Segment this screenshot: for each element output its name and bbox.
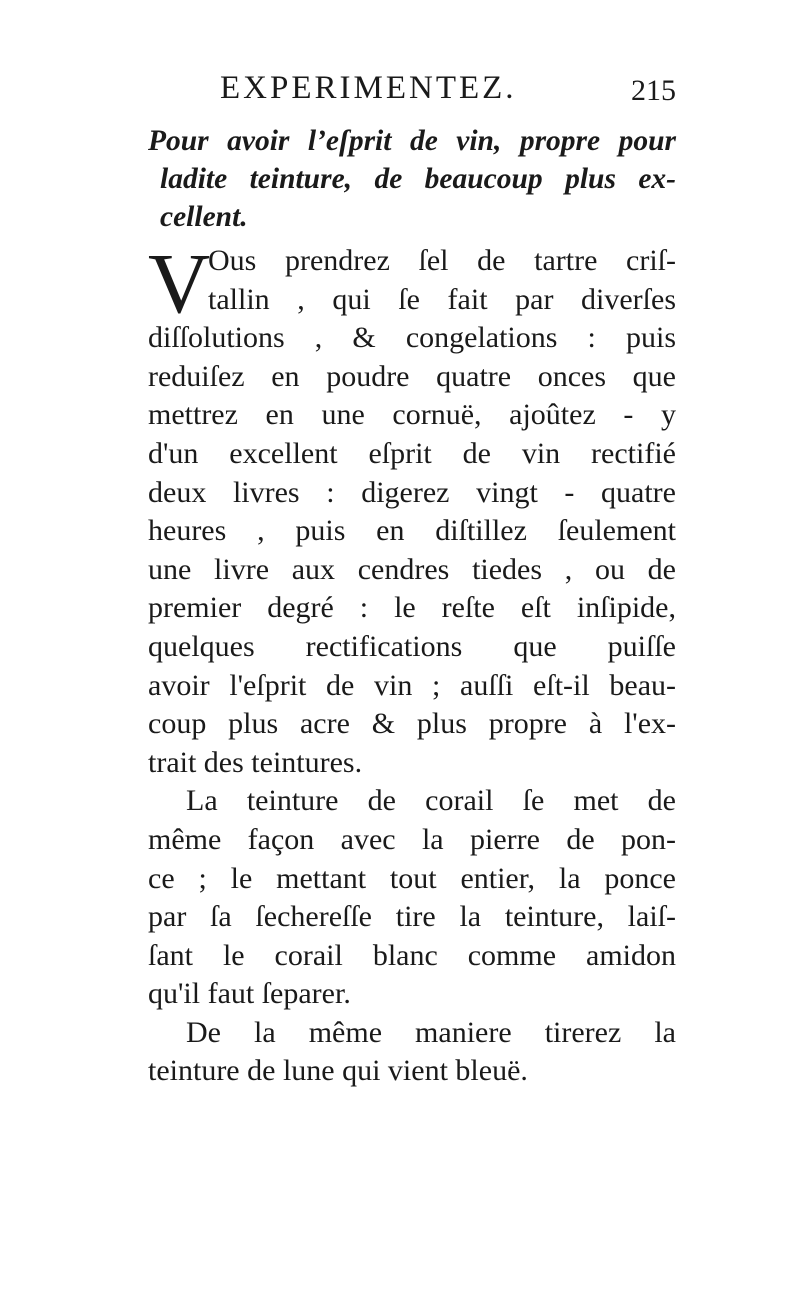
text-line: même façon avec la pierre de pon-: [148, 822, 676, 856]
text-line: quelques rectifications que puiſſe: [148, 629, 676, 663]
text-line: Ous prendrez ſel de tartre criſ-: [208, 244, 676, 277]
body-text: [148, 235, 676, 1091]
text-line: diſſolutions , & congelations : puis: [148, 321, 676, 355]
text-line: reduiſez en poudre quatre onces que: [148, 359, 676, 393]
text-line: par ſa ſechereſſe tire la teinture, laiſ-: [148, 900, 676, 934]
text-line: d'un excellent eſprit de vin rectifié: [148, 436, 676, 470]
text-line: heures , puis en diſtillez ſeulement: [148, 514, 676, 548]
text-line: avoir l'eſprit de vin ; auſſi eſt-il beau-: [148, 668, 676, 702]
text-line: La teinture de corail ſe met de: [186, 784, 676, 818]
text-line: trait des teintures.: [148, 745, 363, 779]
text-line: une livre aux cendres tiedes , ou de: [148, 552, 676, 586]
running-head: [148, 70, 676, 122]
text-line: teinture de lune qui vient bleuë.: [148, 1054, 528, 1088]
paragraph-2: [148, 782, 676, 1014]
paragraph-3: [148, 1014, 676, 1091]
heading-line: ladite teinture, de beaucoup plus ex-: [160, 163, 676, 195]
running-title: EXPERIMENTEZ.: [220, 70, 517, 106]
drop-cap: V: [148, 235, 211, 331]
paragraph-1: [148, 235, 676, 782]
text-line: De la même maniere tirerez la: [186, 1015, 676, 1049]
page-number: 215: [631, 74, 676, 107]
text-line: qu'il faut ſeparer.: [148, 977, 351, 1011]
text-line: ce ; le mettant tout entier, la ponce: [148, 861, 676, 895]
heading-line: Pour avoir l’eſprit de vin, propre pour: [148, 125, 676, 157]
section-heading: [148, 122, 676, 236]
text-line: tallin , qui ſe fait par diverſes: [208, 282, 676, 316]
book-page: [148, 70, 676, 1091]
text-line: coup plus acre & plus propre à l'ex-: [148, 707, 676, 741]
text-line: ſant le corail blanc comme amidon: [148, 938, 676, 972]
heading-line: cellent.: [160, 201, 248, 233]
text-line: mettrez en une cornuë, ajoûtez - y: [148, 398, 676, 432]
text-line: premier degré : le reſte eſt inſipide,: [148, 591, 676, 625]
text-line: deux livres : digerez vingt - quatre: [148, 475, 676, 509]
